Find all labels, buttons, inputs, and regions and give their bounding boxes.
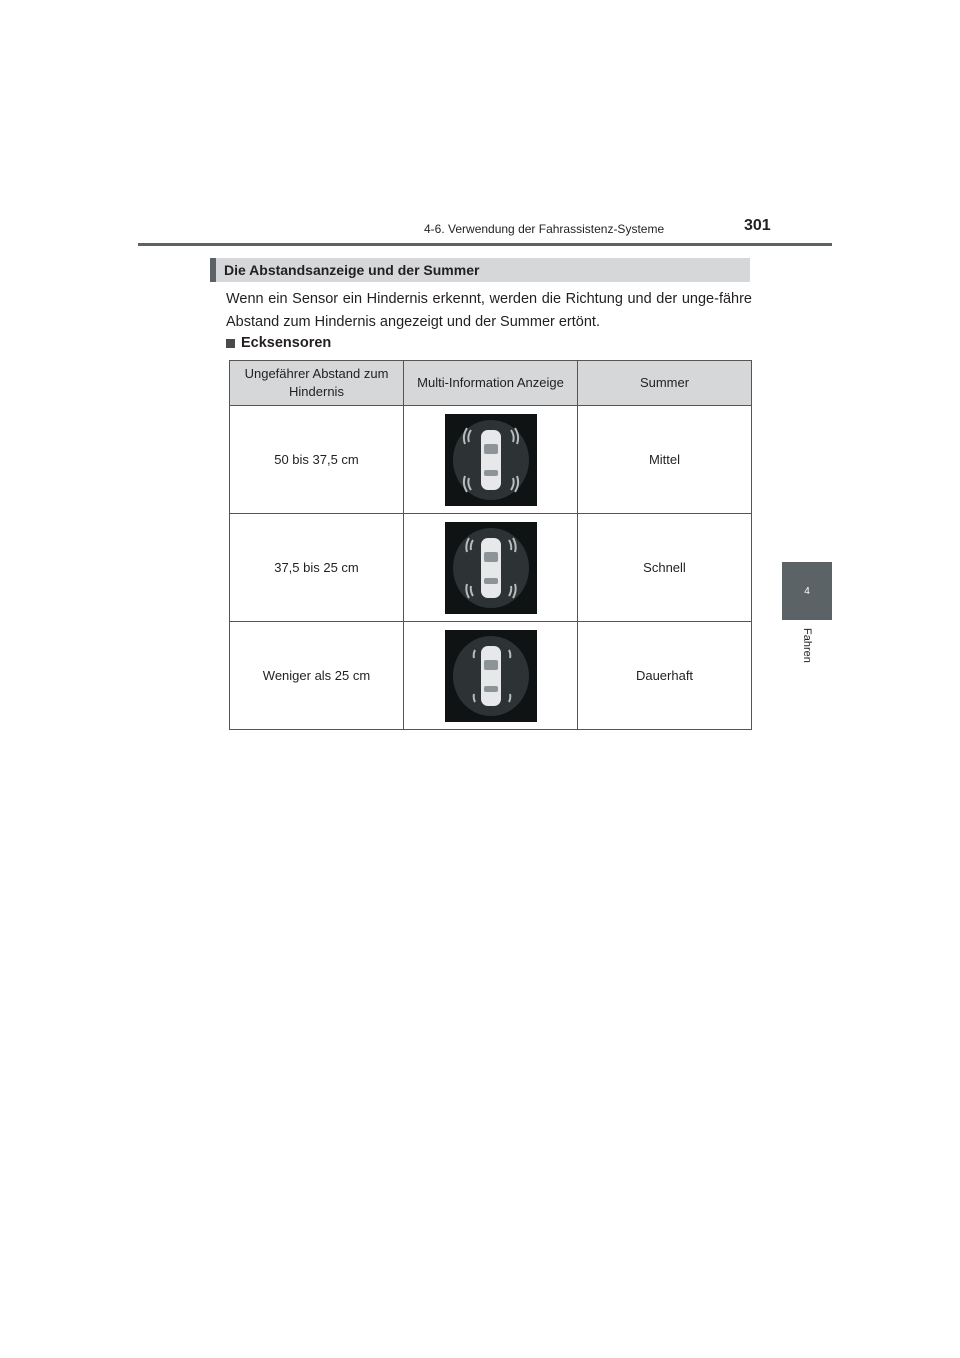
table-row bbox=[230, 406, 752, 514]
parking-display-icon bbox=[445, 414, 537, 506]
display-cell bbox=[404, 406, 578, 514]
section-title-text: Die Abstandsanzeige und der Summer bbox=[224, 262, 480, 278]
chapter-number: 4 bbox=[804, 585, 810, 597]
distance-cell: 50 bis 37,5 cm bbox=[230, 406, 404, 514]
header-divider bbox=[138, 243, 832, 246]
table-row bbox=[230, 622, 752, 730]
buzzer-cell: Schnell bbox=[578, 514, 752, 622]
parking-display-icon bbox=[445, 630, 537, 722]
section-title-accent bbox=[210, 258, 216, 282]
subheading-text: Ecksensoren bbox=[241, 335, 332, 351]
header-section-title: 4-6. Verwendung der Fahrassistenz-Systeme bbox=[424, 222, 665, 236]
buzzer-cell: Mittel bbox=[578, 406, 752, 514]
header-distance: Ungefährer Abstand zum Hindernis bbox=[230, 361, 404, 406]
parking-display-icon bbox=[445, 522, 537, 614]
chapter-label-container bbox=[787, 628, 827, 678]
header-display: Multi-Information Anzeige bbox=[404, 361, 578, 406]
intro-paragraph: Wenn ein Sensor ein Hindernis erkennt, werden die Richtung und der unge-fähre Abstand zum Hindernis angezeigt und der Summer ertönt. bbox=[226, 291, 752, 330]
table-header-row bbox=[230, 361, 752, 406]
chapter-tab bbox=[782, 562, 832, 620]
section-title bbox=[210, 258, 750, 282]
display-cell bbox=[404, 622, 578, 730]
chapter-label: Fahren bbox=[801, 628, 813, 663]
square-bullet-icon bbox=[226, 339, 235, 348]
table-row bbox=[230, 514, 752, 622]
display-cell bbox=[404, 514, 578, 622]
buzzer-cell: Dauerhaft bbox=[578, 622, 752, 730]
header-buzzer: Summer bbox=[578, 361, 752, 406]
subheading bbox=[226, 335, 331, 351]
sensor-table bbox=[229, 360, 752, 730]
distance-cell: 37,5 bis 25 cm bbox=[230, 514, 404, 622]
page-number: 301 bbox=[744, 217, 771, 234]
distance-cell: Weniger als 25 cm bbox=[230, 622, 404, 730]
